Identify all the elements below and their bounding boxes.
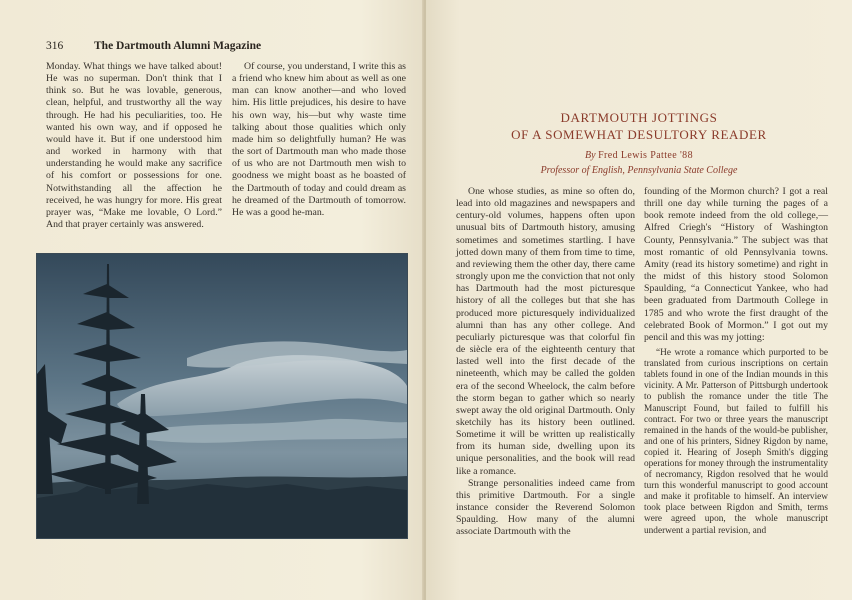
left-page <box>0 0 424 600</box>
paragraph: Of course, you understand, I write this as a friend who knew him about as well as one man can know another—and who loved him. His little prejudices, his desire to have his own way, his—but why waste time talking about those qualities which only made him so delightfully human? He was the sort of Dartmouth man who made those of us who are not Dartmouth men wish to goodness we might boast as he boasted of the Dartmouth of today and could dream as he dreamed of the Dartmouth of tomorrow. He was a good he-man. <box>232 61 406 218</box>
paragraph: Strange personalities indeed came from this primitive Dartmouth. For a single instance consider the Reverend Solomon Spaulding. How many of the alumni associate Dartmouth with the <box>456 477 635 538</box>
article-title-line1: DARTMOUTH JOTTINGS <box>560 110 718 125</box>
left-column-2 <box>232 61 406 219</box>
pine-trees-sky-image <box>37 254 407 538</box>
byline-prefix: By <box>585 150 596 161</box>
paragraph: One whose studies, as mine so often do, lead into old magazines and newspapers and century-old volumes, happens often upon unusual bits of Dartmouth history, amusing sometimes and sometimes startling. I have jotted down many of them from time to time, and reviewing them the other day, there came strongly upon me the conviction that not only has Dartmouth had the most picturesque history of all the colleges but that she has produced more picturesquely individualized alumni than has any other college. And peculiarly picturesque was that colorful fin de siècle era of the eighteenth century that lasted well into the first decade of the nineteenth, which may be called the golden era of the second Wheelock, the calm before the storm began to gather which so nearly swept away the old original Dartmouth. Only sketchily has its history been outlined. Sometime it will be written up realistically from its human side, dwelling upon its unique personalities, and the book will read like a romance. <box>456 186 635 477</box>
left-column-1 <box>46 61 222 231</box>
page-number: 316 <box>46 40 64 52</box>
byline <box>426 150 852 161</box>
landscape-photo <box>36 253 408 539</box>
right-column-2 <box>644 186 828 537</box>
article-title-line2: OF A SOMEWHAT DESULTORY READER <box>511 127 767 142</box>
page-header <box>46 40 261 52</box>
right-column-1 <box>456 186 635 539</box>
magazine-title: The Dartmouth Alumni Magazine <box>94 40 262 52</box>
author-affiliation: Professor of English, Pennsylvania State College <box>540 165 738 176</box>
author-name: Fred Lewis Pattee '88 <box>598 150 693 161</box>
paragraph: founding of the Mormon church? I got a real thrill one day while turning the pages of a book remote indeed from the old college,—Alfred Criegh's “History of Washington County, Pennsylvania.” The subject was that most romantic of old Pennsylvania towns. Amity (read its history sometime) and right in the midst of this history stood Solomon Spaulding, “a Connecticut Yankee, who had been graduated from Dartmouth College in 1785 and who wrote the first draught of the celebrated Book of Mormon.” I got out my pencil and this was my jotting: <box>644 186 828 343</box>
paragraph: Monday. What things we have talked about! He was no superman. Don't think that I think so. But he was lovable, generous, clean, helpful, and trustworthy all the way through. He had his peculiarities, too. He wanted his own way, and if opposed he would have it. But if one understood him and worked in harmony with that understanding he would make any sacrifice of his comfort or possessions for one. Notwithstanding all the affection he received, he was hungry for more. His great prayer was, “Make me lovable, O Lord.” And that prayer certainly was answered. <box>46 61 222 231</box>
block-quote: “He wrote a romance which purported to be translated from curious inscriptions on certain tablets found in one of the Indian mounds in this vicinity. A Mr. Patterson of Pittsburgh undertook to publish the romance under the title The Manuscript Found, but failed to fulfill his contract. For two or three years the manuscript remained in the hands of the would-be publisher, and one of his printers, Sidney Rigdon by name, copied it. Hearing of Joseph Smith's digging operations for money through the instrumentality of necromancy, Rigdon resolved that he would turn this wonderful manuscript to good account and make it profitable to himself. An interview took place between Rigdon and Smith, terms were agreed upon, the whole manuscript underwent a partial revision, and <box>644 348 828 536</box>
